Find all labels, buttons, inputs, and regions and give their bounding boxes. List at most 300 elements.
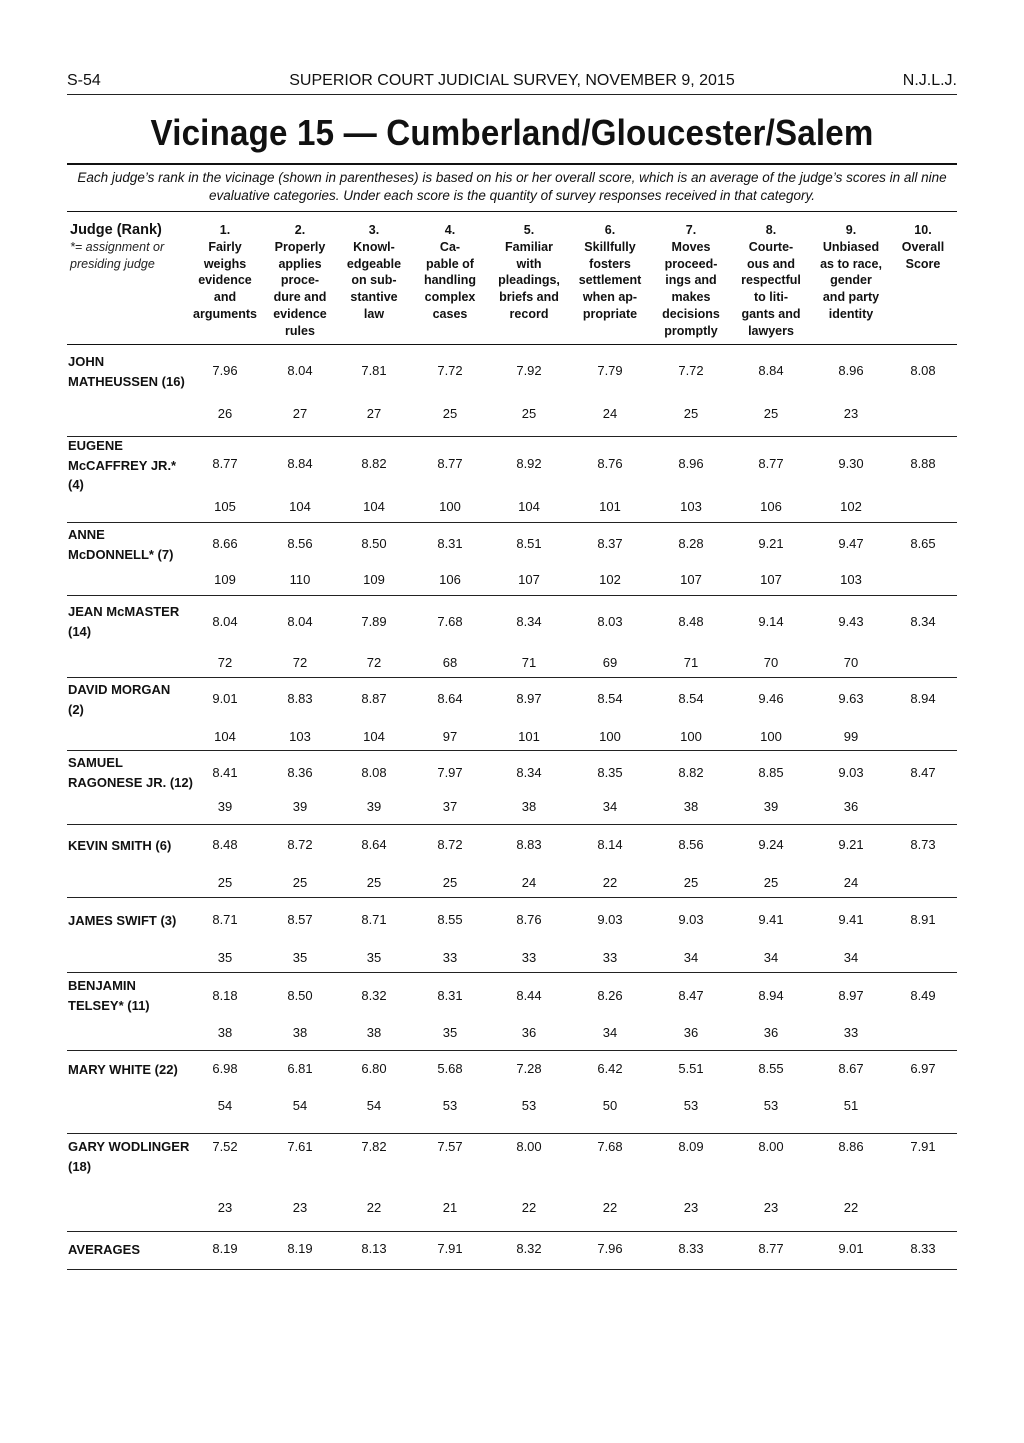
judge-column-header (70, 221, 200, 273)
response-count-cell: 54 (217, 1098, 233, 1113)
response-count-cell: 24 (602, 406, 618, 421)
response-count-cell: 51 (843, 1098, 859, 1113)
score-cell: 8.76 (516, 912, 542, 927)
judge-header-title: Judge (Rank) (70, 222, 162, 238)
score-cell: 9.24 (758, 837, 784, 852)
response-count-cell: 72 (217, 655, 233, 670)
response-count-cell: 68 (442, 655, 458, 670)
judge-name-line: (18) (68, 1158, 92, 1174)
row-divider (67, 1050, 957, 1051)
category-header-line: Knowl- (353, 239, 395, 254)
response-count-cell: 104 (518, 499, 540, 514)
category-header-line: 5. (523, 223, 535, 237)
average-cell: 8.33 (910, 1241, 936, 1256)
judge-name-line: McDONNELL* (7) (68, 546, 174, 562)
score-cell: 8.08 (910, 363, 936, 378)
response-count-cell: 25 (292, 875, 308, 890)
judge-name (68, 1060, 198, 1080)
category-header (332, 222, 416, 323)
category-header-line: complex (424, 290, 476, 305)
category-header-line: ous and (747, 256, 795, 271)
category-header-line: promptly (664, 323, 718, 338)
category-header (881, 222, 965, 272)
response-count-cell: 54 (366, 1098, 382, 1113)
score-cell: 8.04 (287, 363, 313, 378)
score-cell: 8.88 (910, 456, 936, 471)
category-header-line: proceed- (664, 256, 718, 271)
score-cell: 8.66 (212, 536, 238, 551)
judge-name-line: JEAN McMASTER (68, 604, 180, 619)
row-divider (67, 750, 957, 751)
category-header-line: pleadings, (498, 273, 560, 288)
category-header-line: 2. (294, 223, 306, 237)
category-header-line: Courte- (748, 239, 794, 254)
row-divider (67, 972, 957, 973)
score-cell: 9.03 (838, 765, 864, 780)
score-cell: 8.50 (287, 988, 313, 1003)
score-cell: 8.36 (287, 765, 313, 780)
score-cell: 8.37 (597, 536, 623, 551)
score-cell: 7.61 (287, 1139, 313, 1154)
score-cell: 8.31 (437, 988, 463, 1003)
judge-name (68, 436, 198, 495)
score-cell: 8.96 (838, 363, 864, 378)
response-count-cell: 25 (366, 875, 382, 890)
response-count-cell: 102 (599, 572, 621, 587)
response-count-cell: 106 (439, 572, 461, 587)
score-cell: 8.77 (758, 456, 784, 471)
category-header-line: to liti- (753, 290, 788, 305)
category-header-line: cases (432, 306, 468, 321)
judge-name-line: JOHN (68, 354, 105, 369)
response-count-cell: 22 (602, 875, 618, 890)
page-title: Vicinage 15 — Cumberland/Gloucester/Salem (150, 112, 874, 153)
category-header-line: 8. (765, 223, 777, 237)
score-cell: 6.97 (910, 1061, 936, 1076)
category-header-line: respectful (741, 273, 801, 288)
response-count-cell: 103 (289, 729, 311, 744)
category-header (408, 222, 492, 323)
score-cell: 7.97 (437, 765, 463, 780)
score-cell: 8.41 (212, 765, 238, 780)
judge-name-line: RAGONESE JR. (12) (68, 774, 193, 790)
score-cell: 8.73 (910, 837, 936, 852)
score-cell: 8.57 (287, 912, 313, 927)
averages-label: AVERAGES (68, 1242, 140, 1257)
category-header-line: 4. (444, 223, 456, 237)
score-cell: 8.00 (758, 1139, 784, 1154)
average-cell: 7.96 (597, 1241, 623, 1256)
score-cell: 7.81 (361, 363, 387, 378)
average-cell: 8.13 (361, 1241, 387, 1256)
response-count-cell: 70 (843, 655, 859, 670)
score-cell: 7.72 (437, 363, 463, 378)
score-cell: 8.84 (758, 363, 784, 378)
response-count-cell: 25 (442, 875, 458, 890)
score-cell: 8.04 (212, 614, 238, 629)
category-header-line: pable of (426, 256, 474, 271)
response-count-cell: 104 (363, 499, 385, 514)
score-cell: 8.72 (437, 837, 463, 852)
response-count-cell: 27 (292, 406, 308, 421)
judge-header-note: *= assignment or (70, 240, 165, 254)
score-cell: 9.30 (838, 456, 864, 471)
judge-name-line: BENJAMIN (68, 978, 136, 993)
divider (67, 211, 957, 212)
score-cell: 8.71 (361, 912, 387, 927)
score-cell: 8.71 (212, 912, 238, 927)
score-cell: 8.76 (597, 456, 623, 471)
response-count-cell: 106 (760, 499, 782, 514)
judge-name-line: DAVID MORGAN (68, 682, 171, 697)
response-count-cell: 39 (217, 799, 233, 814)
judge-name-line: ANNE (68, 527, 105, 542)
response-count-cell: 33 (442, 950, 458, 965)
category-header-line: 7. (685, 223, 697, 237)
score-cell: 8.09 (678, 1139, 704, 1154)
score-cell: 7.52 (212, 1139, 238, 1154)
score-cell: 9.21 (838, 837, 864, 852)
score-cell: 9.01 (212, 691, 238, 706)
judge-name-line: (14) (68, 623, 92, 639)
score-cell: 7.79 (597, 363, 623, 378)
response-count-cell: 109 (214, 572, 236, 587)
category-header-line: Overall (901, 239, 945, 254)
score-cell: 8.94 (758, 988, 784, 1003)
score-cell: 8.48 (678, 614, 704, 629)
response-count-cell: 50 (602, 1098, 618, 1113)
category-header-line: decisions (662, 306, 720, 321)
response-count-cell: 71 (683, 655, 699, 670)
score-cell: 7.89 (361, 614, 387, 629)
judge-name (68, 911, 198, 931)
score-cell: 7.68 (597, 1139, 623, 1154)
score-cell: 8.77 (437, 456, 463, 471)
publication-title: SUPERIOR COURT JUDICIAL SURVEY, NOVEMBER 9, 2015 (289, 72, 735, 89)
response-count-cell: 25 (763, 406, 779, 421)
score-cell: 8.97 (838, 988, 864, 1003)
response-count-cell: 24 (843, 875, 859, 890)
judge-name-line: (4) (68, 477, 84, 492)
judge-name (68, 1137, 198, 1176)
response-count-cell: 53 (683, 1098, 699, 1113)
score-cell: 7.96 (212, 363, 238, 378)
response-count-cell: 102 (840, 499, 862, 514)
category-header-line: stantive (350, 290, 398, 305)
score-cell: 8.14 (597, 837, 623, 852)
category-header-line: proce- (280, 273, 320, 288)
score-cell: 8.83 (516, 837, 542, 852)
response-count-cell: 101 (518, 729, 540, 744)
category-header-line: evidence (273, 306, 327, 321)
score-cell: 8.28 (678, 536, 704, 551)
row-divider (67, 522, 957, 523)
category-header-line: record (509, 306, 549, 321)
score-cell: 7.68 (437, 614, 463, 629)
score-cell: 8.64 (437, 691, 463, 706)
response-count-cell: 22 (366, 1200, 382, 1215)
category-header-line: Fairly (208, 239, 242, 254)
score-cell: 8.92 (516, 456, 542, 471)
category-header-line: gender (830, 273, 872, 288)
response-count-cell: 34 (843, 950, 859, 965)
response-count-cell: 104 (289, 499, 311, 514)
average-cell: 8.32 (516, 1241, 542, 1256)
response-count-cell: 25 (521, 406, 537, 421)
category-header-line: weighs (203, 256, 247, 271)
judge-name-line: McCAFFREY JR.* (68, 457, 177, 473)
divider (67, 1269, 957, 1270)
response-count-cell: 38 (292, 1025, 308, 1040)
category-header-line: 10. (914, 223, 932, 237)
score-cell: 9.47 (838, 536, 864, 551)
score-cell: 7.28 (516, 1061, 542, 1076)
score-cell: 9.63 (838, 691, 864, 706)
score-cell: 9.43 (838, 614, 864, 629)
response-count-cell: 97 (442, 729, 458, 744)
category-header-line: 6. (604, 223, 616, 237)
response-count-cell: 100 (680, 729, 702, 744)
score-cell: 8.00 (516, 1139, 542, 1154)
score-cell: 8.55 (758, 1061, 784, 1076)
category-header-line: dure and (273, 290, 327, 305)
category-header-line: makes (671, 290, 711, 305)
score-cell: 9.46 (758, 691, 784, 706)
response-count-cell: 34 (683, 950, 699, 965)
response-count-cell: 25 (763, 875, 779, 890)
row-divider (67, 1133, 957, 1134)
response-count-cell: 39 (763, 799, 779, 814)
category-header-line: as to race, (820, 256, 882, 271)
score-cell: 8.34 (516, 614, 542, 629)
row-divider (67, 595, 957, 596)
response-count-cell: 72 (292, 655, 308, 670)
response-count-cell: 23 (843, 406, 859, 421)
judge-name-line: (2) (68, 701, 84, 717)
score-cell: 8.97 (516, 691, 542, 706)
score-cell: 9.14 (758, 614, 784, 629)
score-cell: 8.77 (212, 456, 238, 471)
response-count-cell: 25 (217, 875, 233, 890)
judge-name-line: JAMES SWIFT (3) (68, 913, 177, 928)
category-header-line: propriate (582, 306, 638, 321)
category-header-line: on sub- (351, 273, 397, 288)
category-header-line: 1. (219, 223, 231, 237)
response-count-cell: 36 (763, 1025, 779, 1040)
judge-name-line: SAMUEL (68, 755, 123, 770)
score-cell: 8.67 (838, 1061, 864, 1076)
response-count-cell: 25 (683, 406, 699, 421)
score-cell: 9.03 (678, 912, 704, 927)
response-count-cell: 23 (292, 1200, 308, 1215)
category-header-line: gants and (741, 306, 801, 321)
score-cell: 9.41 (838, 912, 864, 927)
average-cell: 7.91 (437, 1241, 463, 1256)
row-divider (67, 897, 957, 898)
category-header-line: 3. (368, 223, 380, 237)
response-count-cell: 35 (366, 950, 382, 965)
category-header (568, 222, 652, 323)
category-header-line: rules (285, 323, 315, 338)
response-count-cell: 26 (217, 406, 233, 421)
response-count-cell: 22 (602, 1200, 618, 1215)
page-number: S-54 (67, 72, 101, 89)
score-cell: 8.49 (910, 988, 936, 1003)
category-header-line: Moves (671, 239, 711, 254)
score-cell: 8.86 (838, 1139, 864, 1154)
category-header-line: Familiar (505, 239, 553, 254)
score-cell: 7.82 (361, 1139, 387, 1154)
category-header-line: applies (278, 256, 322, 271)
response-count-cell: 53 (763, 1098, 779, 1113)
score-cell: 8.55 (437, 912, 463, 927)
category-header (729, 222, 813, 340)
category-header-line: fosters (589, 256, 631, 271)
score-cell: 8.83 (287, 691, 313, 706)
row-divider (67, 824, 957, 825)
judge-name-line: MARY WHITE (22) (68, 1062, 178, 1077)
response-count-cell: 100 (599, 729, 621, 744)
response-count-cell: 69 (602, 655, 618, 670)
response-count-cell: 38 (217, 1025, 233, 1040)
category-header (258, 222, 342, 340)
judge-name-line: KEVIN SMITH (6) (68, 838, 172, 853)
score-cell: 8.51 (516, 536, 542, 551)
response-count-cell: 71 (521, 655, 537, 670)
category-header-line: with (516, 256, 542, 271)
score-cell: 8.26 (597, 988, 623, 1003)
score-cell: 8.48 (212, 837, 238, 852)
response-count-cell: 107 (680, 572, 702, 587)
score-cell: 8.72 (287, 837, 313, 852)
score-cell: 8.82 (678, 765, 704, 780)
judge-name-line: EUGENE (68, 438, 123, 453)
row-divider (67, 677, 957, 678)
header-divider (67, 344, 957, 345)
score-cell: 8.50 (361, 536, 387, 551)
score-cell: 6.80 (361, 1061, 387, 1076)
score-cell: 8.54 (678, 691, 704, 706)
response-count-cell: 39 (292, 799, 308, 814)
judge-name (68, 836, 198, 856)
score-cell: 7.91 (910, 1139, 936, 1154)
row-divider (67, 436, 957, 437)
judge-name (68, 602, 198, 641)
score-cell: 8.47 (910, 765, 936, 780)
score-cell: 8.84 (287, 456, 313, 471)
category-header-line: handling (423, 273, 477, 288)
category-header-line: ings and (665, 273, 717, 288)
row-divider (67, 1231, 957, 1232)
judge-name (68, 352, 198, 391)
judge-name-line: TELSEY* (11) (68, 997, 150, 1013)
category-header-line: settlement (578, 273, 642, 288)
response-count-cell: 38 (366, 1025, 382, 1040)
response-count-cell: 22 (521, 1200, 537, 1215)
score-cell: 8.87 (361, 691, 387, 706)
score-cell: 9.41 (758, 912, 784, 927)
category-header-line: arguments (193, 306, 257, 321)
score-cell: 8.94 (910, 691, 936, 706)
category-header (183, 222, 267, 323)
response-count-cell: 101 (599, 499, 621, 514)
category-header (487, 222, 571, 323)
score-cell: 8.04 (287, 614, 313, 629)
score-cell: 8.44 (516, 988, 542, 1003)
judge-name (68, 680, 198, 719)
response-count-cell: 33 (602, 950, 618, 965)
divider (67, 163, 957, 165)
score-cell: 8.34 (910, 614, 936, 629)
score-cell: 8.56 (678, 837, 704, 852)
response-count-cell: 110 (289, 572, 311, 587)
response-count-cell: 34 (602, 799, 618, 814)
response-count-cell: 38 (683, 799, 699, 814)
category-header (649, 222, 733, 340)
response-count-cell: 39 (366, 799, 382, 814)
score-cell: 8.54 (597, 691, 623, 706)
response-count-cell: 23 (217, 1200, 233, 1215)
average-cell: 8.19 (212, 1241, 238, 1256)
score-cell: 9.03 (597, 912, 623, 927)
score-cell: 8.18 (212, 988, 238, 1003)
category-header-line: law (363, 306, 385, 321)
score-cell: 8.64 (361, 837, 387, 852)
average-cell: 8.77 (758, 1241, 784, 1256)
score-cell: 6.42 (597, 1061, 623, 1076)
response-count-cell: 35 (442, 1025, 458, 1040)
response-count-cell: 107 (760, 572, 782, 587)
response-count-cell: 37 (442, 799, 458, 814)
average-cell: 9.01 (838, 1241, 864, 1256)
response-count-cell: 35 (217, 950, 233, 965)
judge-name (68, 525, 198, 564)
score-cell: 7.72 (678, 363, 704, 378)
response-count-cell: 36 (843, 799, 859, 814)
response-count-cell: 72 (366, 655, 382, 670)
response-count-cell: 25 (442, 406, 458, 421)
response-count-cell: 53 (442, 1098, 458, 1113)
average-cell: 8.19 (287, 1241, 313, 1256)
score-cell: 8.65 (910, 536, 936, 551)
score-cell: 8.03 (597, 614, 623, 629)
score-cell: 8.35 (597, 765, 623, 780)
response-count-cell: 109 (363, 572, 385, 587)
response-count-cell: 104 (214, 729, 236, 744)
score-cell: 6.81 (287, 1061, 313, 1076)
response-count-cell: 54 (292, 1098, 308, 1113)
response-count-cell: 33 (843, 1025, 859, 1040)
score-cell: 8.91 (910, 912, 936, 927)
category-header-line: identity (828, 306, 874, 321)
score-cell: 8.32 (361, 988, 387, 1003)
score-cell: 6.98 (212, 1061, 238, 1076)
response-count-cell: 100 (439, 499, 461, 514)
category-header-line: evidence (198, 273, 252, 288)
response-count-cell: 103 (840, 572, 862, 587)
response-count-cell: 35 (292, 950, 308, 965)
response-count-cell: 25 (683, 875, 699, 890)
score-cell: 8.96 (678, 456, 704, 471)
response-count-cell: 21 (442, 1200, 458, 1215)
score-cell: 5.51 (678, 1061, 704, 1076)
category-header-line: and party (822, 290, 880, 305)
category-header-line: and (213, 290, 237, 305)
response-count-cell: 22 (843, 1200, 859, 1215)
running-header (67, 70, 957, 95)
category-header-line: Score (905, 256, 941, 271)
response-count-cell: 34 (763, 950, 779, 965)
